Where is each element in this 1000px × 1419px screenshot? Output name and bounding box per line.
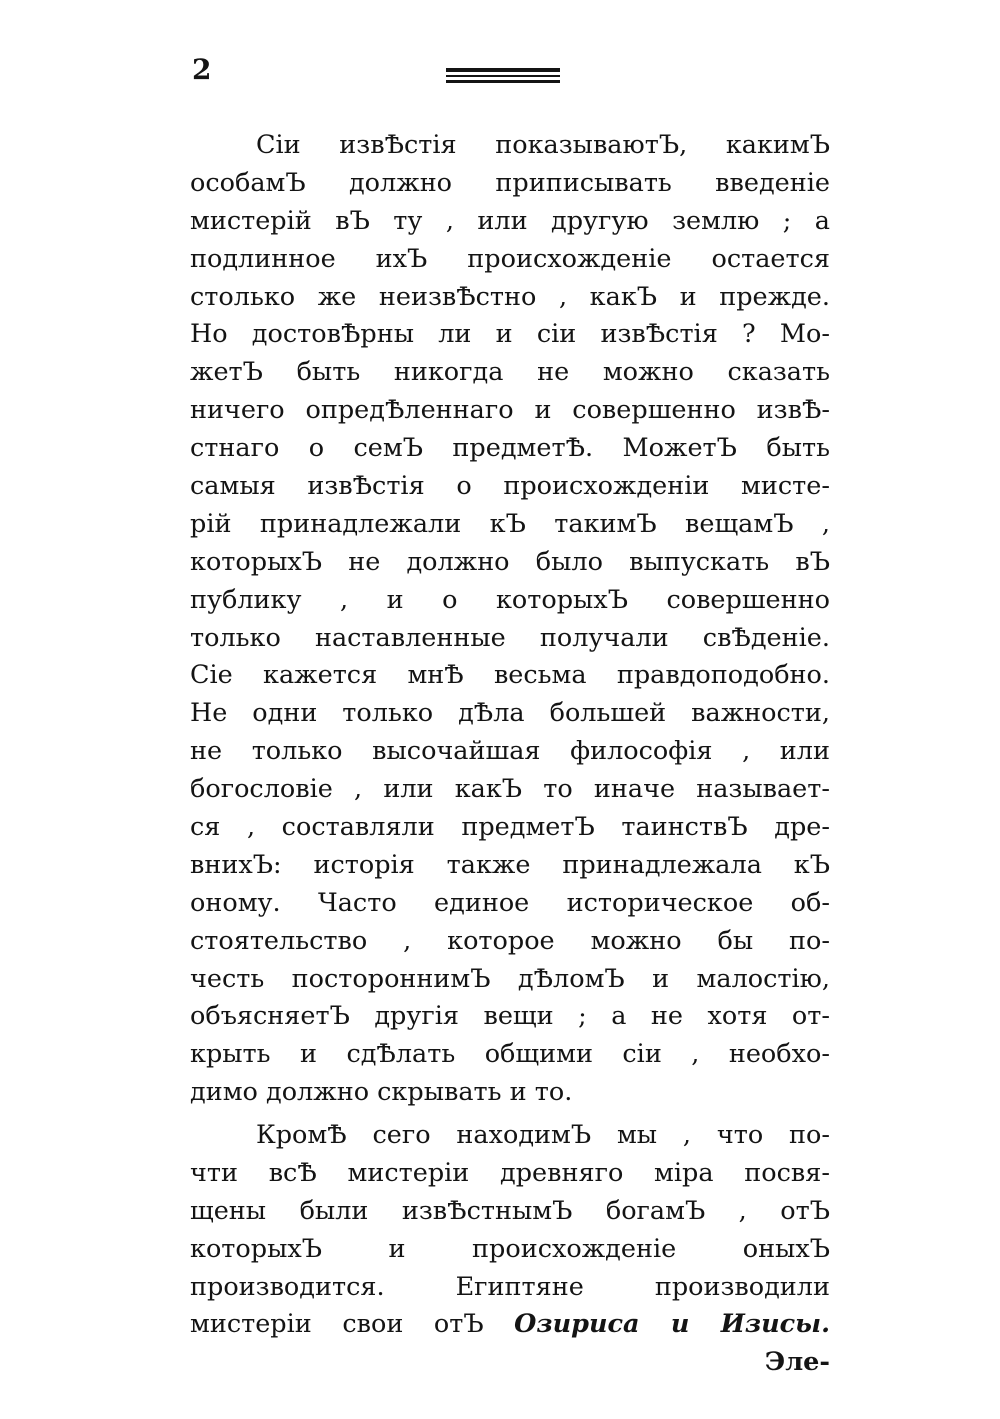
header-ornamental-rule [446, 68, 560, 86]
text-line: честь постороннимЪ дѢломЪ и малостiю, [190, 963, 830, 994]
text-line: ся , составляли предметЪ таинствЪ дре- [190, 812, 830, 843]
text-line: Но достовѢрны ли и сiи извѢстiя ? Мо- [190, 319, 830, 350]
text-line: публику , и о которыхЪ совершенно [190, 584, 830, 615]
text-line: Не одни только дѢла большей важности, [190, 698, 830, 729]
paragraph-1 [190, 127, 830, 1112]
text-line: мистерiй вЪ ту , или другую землю ; а [190, 205, 830, 236]
text-line: жетЪ быть никогда не можно сказать [190, 357, 830, 388]
text-line: крыть и сдѢлать общими сiи , необхо- [190, 1039, 830, 1070]
text-line: ничего опредѢленнаго и совершенно извѢ- [190, 395, 830, 426]
text-line: стнаго о семЪ предметѢ. МожетЪ быть [190, 433, 830, 464]
catchword: Эле- [764, 1347, 830, 1378]
text-line: щены были извѢстнымЪ богамЪ , отЪ [190, 1195, 830, 1226]
text-line: оному. Часто единое историческое об- [190, 887, 830, 918]
text-line: внихЪ: исторiя также принадлежала кЪ [190, 849, 830, 880]
text-line: подлинное ихЪ происхожденiе остается [190, 243, 830, 274]
text-line: производится. Египтяне производили [190, 1271, 830, 1302]
text-line: Сiе кажется мнѢ весьма правдоподобно. [190, 660, 830, 691]
text-line: не только высочайшая философiя , или [190, 736, 830, 767]
text-line: особамЪ должно приписывать введенiе [190, 167, 830, 198]
text-line: димо должно скрывать и то. [190, 1077, 573, 1108]
text-line: КромѢ сего находимЪ мы , что по- [256, 1120, 830, 1150]
text-line: стоятельство , которое можно бы по- [190, 925, 830, 956]
line-prefix: мистерiи свои отЪ [190, 1309, 484, 1340]
text-line: богословiе , или какЪ то иначе называет- [190, 774, 830, 805]
paragraph-2 [190, 1117, 830, 1382]
rule-line-middle [446, 75, 560, 77]
text-line: рiй принадлежали кЪ такимЪ вещамЪ , [190, 508, 830, 539]
text-line: Сiи извѢстiя показываютЪ, какимЪ [256, 130, 830, 160]
text-line: столько же неизвѢстно , какЪ и прежде. [190, 281, 830, 312]
page-number: 2 [192, 53, 212, 86]
rule-line-thin [446, 80, 560, 83]
deity-names: Озириса и Изисы. [514, 1309, 830, 1340]
text-line: объясняетЪ другiя вещи ; а не хотя от- [190, 1001, 830, 1032]
text-line-with-names [190, 1306, 830, 1344]
catchword-line [190, 1344, 830, 1382]
text-line: которыхЪ не должно было выпускать вЪ [190, 546, 830, 577]
text-line: самыя извѢстiя о происхожденiи мисте- [190, 471, 830, 502]
rule-line-thick [446, 68, 560, 72]
text-line: только наставленные получали свѢденiе. [190, 622, 830, 653]
text-line: чти всѢ мистерiи древняго мiра посвя- [190, 1157, 830, 1188]
text-line: которыхЪ и происхожденiе оныхЪ [190, 1233, 830, 1264]
